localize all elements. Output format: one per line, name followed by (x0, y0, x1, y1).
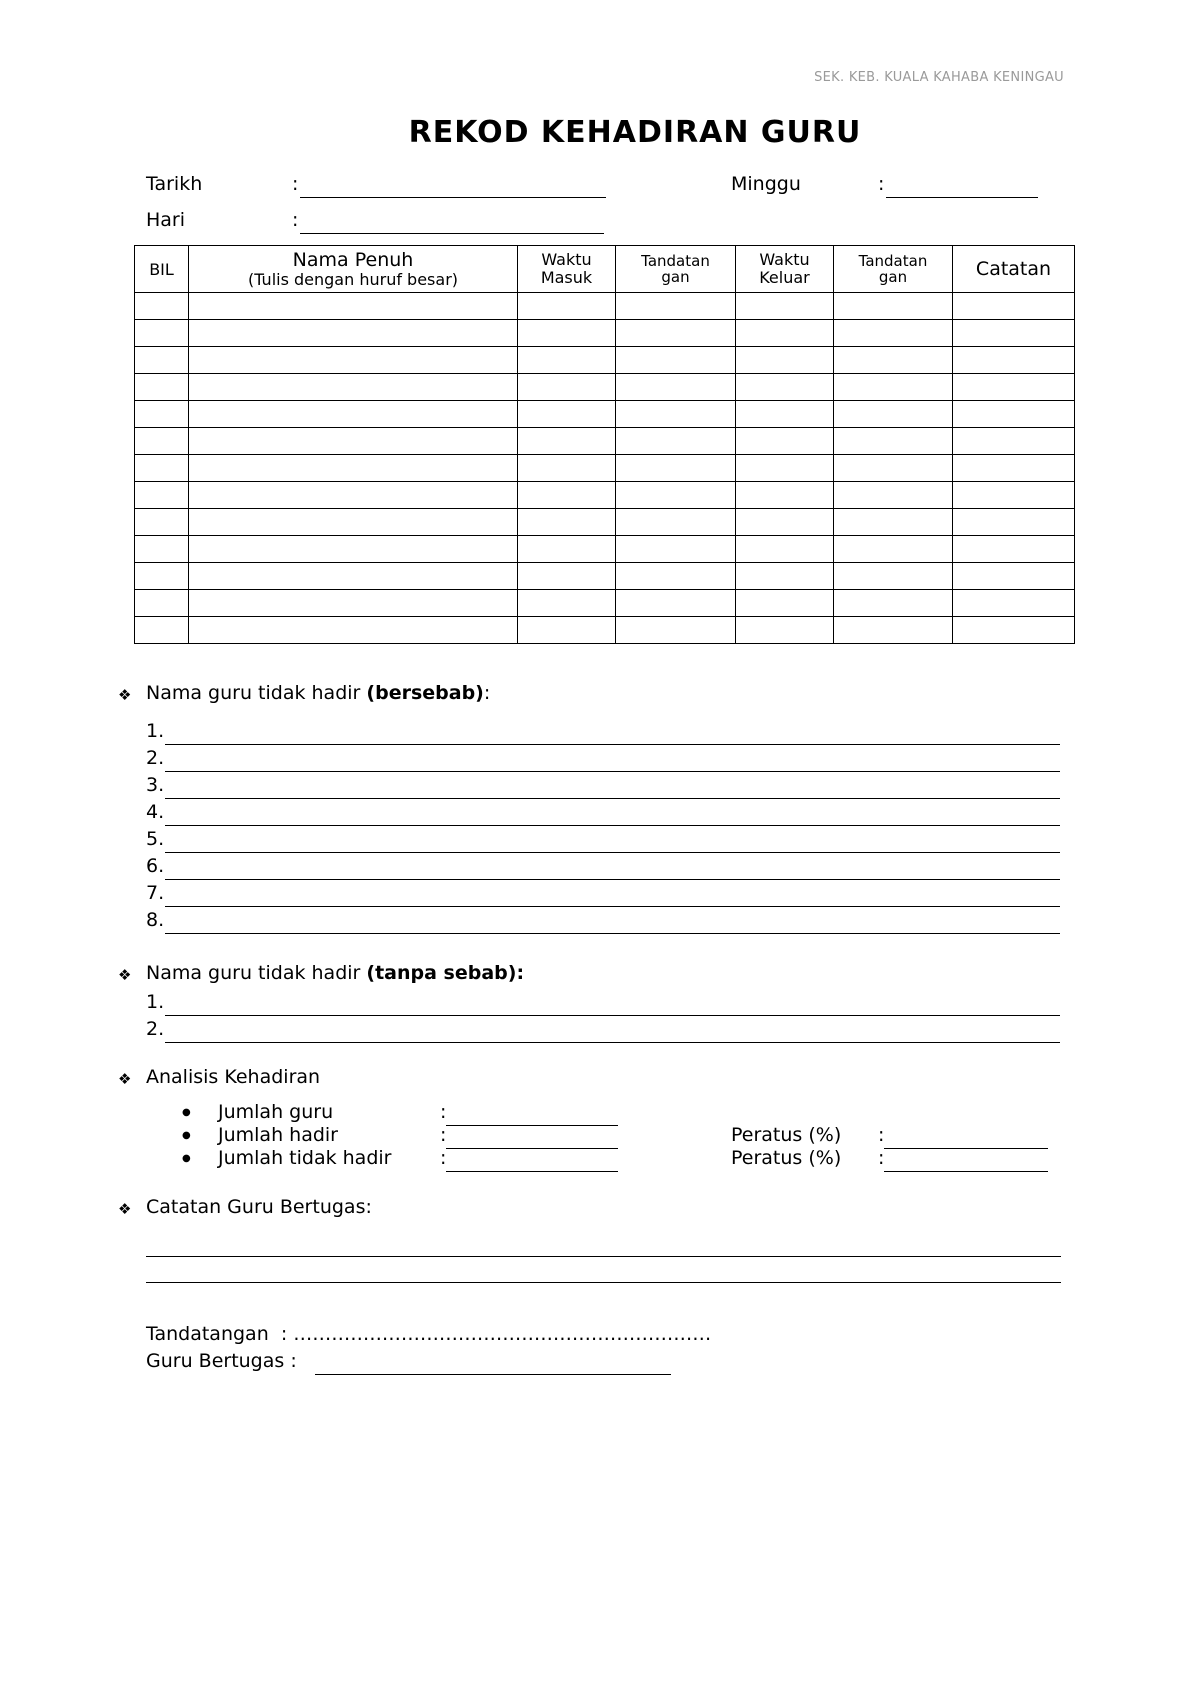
table-row (135, 347, 1075, 374)
table-row (135, 617, 1075, 644)
bersebab-item-line[interactable] (165, 911, 1060, 934)
table-cell[interactable] (135, 347, 189, 374)
bersebab-item-line[interactable] (165, 803, 1060, 826)
table-cell[interactable] (736, 293, 834, 320)
peratus-hadir-label: Peratus (%) (731, 1124, 842, 1146)
minggu-colon: : (878, 173, 885, 195)
table-row (135, 482, 1075, 509)
table-cell[interactable] (834, 374, 953, 401)
bersebab-item-number: 2. (146, 747, 165, 769)
tanpa-sebab-item-line[interactable] (165, 993, 1060, 1016)
jumlah-tidak-hadir-colon: : (440, 1147, 447, 1169)
bersebab-item-number: 7. (146, 882, 165, 904)
table-cell[interactable] (135, 320, 189, 347)
jumlah-hadir-field[interactable] (446, 1126, 618, 1149)
table-cell[interactable] (189, 320, 518, 347)
bullet-icon: ❖ (118, 686, 132, 704)
table-cell[interactable] (616, 320, 736, 347)
col-header-catatan: Catatan (953, 246, 1075, 293)
jumlah-guru-label: Jumlah guru (218, 1101, 334, 1123)
table-cell[interactable] (953, 293, 1075, 320)
table-cell[interactable] (135, 293, 189, 320)
table-cell[interactable] (616, 293, 736, 320)
table-cell[interactable] (616, 617, 736, 644)
table-cell[interactable] (834, 563, 953, 590)
table-cell[interactable] (953, 455, 1075, 482)
table-cell[interactable] (616, 563, 736, 590)
table-cell[interactable] (518, 293, 616, 320)
tandatangan-label: Tandatangan : ………………………………………………………… (146, 1323, 712, 1345)
table-cell[interactable] (518, 563, 616, 590)
jumlah-guru-colon: : (440, 1101, 447, 1123)
peratus-tidak-hadir-field[interactable] (884, 1149, 1048, 1172)
table-cell[interactable] (736, 509, 834, 536)
table-cell[interactable] (953, 590, 1075, 617)
table-cell[interactable] (834, 293, 953, 320)
bersebab-item-line[interactable] (165, 857, 1060, 880)
table-cell[interactable] (189, 374, 518, 401)
jumlah-guru-field[interactable] (446, 1103, 618, 1126)
table-cell[interactable] (834, 320, 953, 347)
table-row (135, 320, 1075, 347)
table-cell[interactable] (834, 509, 953, 536)
table-cell[interactable] (518, 590, 616, 617)
peratus-tidak-hadir-colon: : (878, 1147, 885, 1169)
jumlah-hadir-label: Jumlah hadir (218, 1124, 338, 1146)
tarikh-colon: : (292, 173, 299, 195)
table-cell[interactable] (736, 374, 834, 401)
tanpa-sebab-item-number: 2. (146, 1018, 165, 1040)
bersebab-heading: Nama guru tidak hadir (bersebab): (146, 682, 491, 704)
bersebab-item-line[interactable] (165, 749, 1060, 772)
table-cell[interactable] (616, 347, 736, 374)
col-header-tandatangan-1: Tandatan gan (616, 246, 736, 293)
table-cell[interactable] (953, 536, 1075, 563)
jumlah-hadir-colon: : (440, 1124, 447, 1146)
guru-bertugas-label: Guru Bertugas : (146, 1350, 297, 1372)
table-cell[interactable] (953, 320, 1075, 347)
table-cell[interactable] (135, 509, 189, 536)
attendance-table (134, 245, 1075, 644)
table-cell[interactable] (135, 563, 189, 590)
bersebab-item-number: 4. (146, 801, 165, 823)
catatan-line-1[interactable] (146, 1234, 1061, 1257)
table-cell[interactable] (189, 617, 518, 644)
table-cell[interactable] (736, 320, 834, 347)
col-header-tandatangan-2: Tandatan gan (834, 246, 953, 293)
table-row (135, 374, 1075, 401)
tanpa-sebab-item-number: 1. (146, 991, 165, 1013)
table-cell[interactable] (135, 617, 189, 644)
table-row (135, 455, 1075, 482)
table-cell[interactable] (616, 482, 736, 509)
bersebab-item-line[interactable] (165, 830, 1060, 853)
tanpa-sebab-item-line[interactable] (165, 1020, 1060, 1043)
table-cell[interactable] (518, 401, 616, 428)
col-header-bil: BIL (135, 246, 189, 293)
col-header-waktu-keluar: Waktu Keluar (736, 246, 834, 293)
catatan-guru-heading: Catatan Guru Bertugas: (146, 1196, 372, 1218)
table-cell[interactable] (135, 590, 189, 617)
table-cell[interactable] (953, 617, 1075, 644)
tarikh-label: Tarikh (146, 173, 203, 195)
table-cell[interactable] (518, 455, 616, 482)
table-row (135, 536, 1075, 563)
table-cell[interactable] (834, 590, 953, 617)
bersebab-item-line[interactable] (165, 776, 1060, 799)
table-row (135, 401, 1075, 428)
minggu-field[interactable] (886, 175, 1038, 198)
table-cell[interactable] (953, 347, 1075, 374)
table-cell[interactable] (616, 455, 736, 482)
dot-bullet-icon: ● (182, 1130, 191, 1141)
tanpa-sebab-heading: Nama guru tidak hadir (tanpa sebab): (146, 962, 525, 984)
table-row (135, 563, 1075, 590)
bersebab-item-number: 8. (146, 909, 165, 931)
table-cell[interactable] (518, 617, 616, 644)
table-cell[interactable] (518, 320, 616, 347)
table-cell[interactable] (834, 428, 953, 455)
bersebab-item-number: 1. (146, 720, 165, 742)
table-cell[interactable] (189, 293, 518, 320)
table-cell[interactable] (736, 563, 834, 590)
table-cell[interactable] (189, 509, 518, 536)
table-cell[interactable] (189, 536, 518, 563)
table-cell[interactable] (135, 401, 189, 428)
catatan-line-2[interactable] (146, 1260, 1061, 1283)
table-cell[interactable] (834, 617, 953, 644)
table-cell[interactable] (616, 509, 736, 536)
table-cell[interactable] (616, 536, 736, 563)
bersebab-item-number: 6. (146, 855, 165, 877)
peratus-hadir-colon: : (878, 1124, 885, 1146)
table-cell[interactable] (834, 482, 953, 509)
table-cell[interactable] (518, 428, 616, 455)
dot-bullet-icon: ● (182, 1107, 191, 1118)
table-cell[interactable] (736, 482, 834, 509)
bullet-icon: ❖ (118, 1070, 132, 1088)
table-cell[interactable] (518, 509, 616, 536)
jumlah-tidak-hadir-label: Jumlah tidak hadir (218, 1147, 392, 1169)
hari-label: Hari (146, 209, 186, 231)
table-cell[interactable] (189, 428, 518, 455)
table-cell[interactable] (736, 347, 834, 374)
table-cell[interactable] (135, 428, 189, 455)
table-cell[interactable] (616, 401, 736, 428)
table-cell[interactable] (189, 401, 518, 428)
table-cell[interactable] (135, 536, 189, 563)
table-cell[interactable] (518, 536, 616, 563)
table-cell[interactable] (953, 563, 1075, 590)
table-row (135, 590, 1075, 617)
minggu-label: Minggu (731, 173, 801, 195)
bersebab-item-line[interactable] (165, 884, 1060, 907)
table-cell[interactable] (736, 590, 834, 617)
table-cell[interactable] (953, 374, 1075, 401)
table-cell[interactable] (953, 401, 1075, 428)
table-cell[interactable] (834, 347, 953, 374)
peratus-tidak-hadir-label: Peratus (%) (731, 1147, 842, 1169)
school-name: SEK. KEB. KUALA KAHABA KENINGAU (814, 70, 1064, 85)
table-cell[interactable] (736, 455, 834, 482)
table-cell[interactable] (616, 590, 736, 617)
table-cell[interactable] (834, 401, 953, 428)
table-cell[interactable] (953, 509, 1075, 536)
table-cell[interactable] (736, 401, 834, 428)
table-cell[interactable] (135, 455, 189, 482)
table-header-row (135, 246, 1075, 293)
table-cell[interactable] (834, 455, 953, 482)
table-cell[interactable] (953, 428, 1075, 455)
peratus-hadir-field[interactable] (884, 1126, 1048, 1149)
table-row (135, 428, 1075, 455)
jumlah-tidak-hadir-field[interactable] (446, 1149, 618, 1172)
table-cell[interactable] (518, 347, 616, 374)
col-header-nama: Nama Penuh (Tulis dengan huruf besar) (189, 246, 518, 293)
tandatangan-dots[interactable]: ………………………………………………………… (293, 1323, 712, 1345)
table-cell[interactable] (834, 536, 953, 563)
table-cell[interactable] (189, 482, 518, 509)
table-cell[interactable] (189, 563, 518, 590)
table-cell[interactable] (616, 428, 736, 455)
page-title: REKOD KEHADIRAN GURU (408, 115, 862, 150)
bersebab-item-number: 3. (146, 774, 165, 796)
guru-bertugas-field[interactable] (315, 1352, 671, 1375)
bullet-icon: ❖ (118, 966, 132, 984)
analisis-heading: Analisis Kehadiran (146, 1066, 321, 1088)
hari-field[interactable] (300, 211, 604, 234)
table-cell[interactable] (616, 374, 736, 401)
table-row (135, 293, 1075, 320)
table-cell[interactable] (736, 428, 834, 455)
bullet-icon: ❖ (118, 1200, 132, 1218)
bersebab-item-line[interactable] (165, 722, 1060, 745)
table-cell[interactable] (135, 374, 189, 401)
table-cell[interactable] (518, 482, 616, 509)
tarikh-field[interactable] (300, 175, 606, 198)
table-cell[interactable] (736, 536, 834, 563)
table-cell[interactable] (518, 374, 616, 401)
table-cell[interactable] (189, 347, 518, 374)
table-row (135, 509, 1075, 536)
table-cell[interactable] (736, 617, 834, 644)
col-header-waktu-masuk: Waktu Masuk (518, 246, 616, 293)
table-cell[interactable] (189, 455, 518, 482)
dot-bullet-icon: ● (182, 1153, 191, 1164)
table-cell[interactable] (189, 590, 518, 617)
bersebab-item-number: 5. (146, 828, 165, 850)
hari-colon: : (292, 209, 299, 231)
table-cell[interactable] (135, 482, 189, 509)
table-cell[interactable] (953, 482, 1075, 509)
